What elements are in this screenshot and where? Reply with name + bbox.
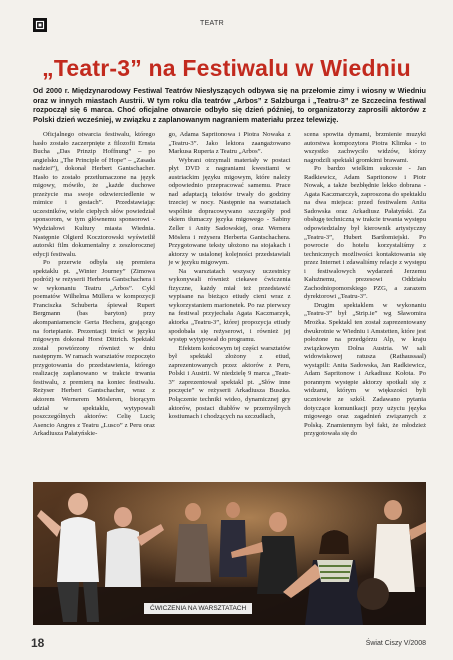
paragraph: Efektem końcowym tej części warsztatów był spektakl złożony z etiud, zaprezentowanych przez aktorów z Peru, Polski i Austrii. W niedzielę 9 marca „Teatr-3” zaprezentował spektakl pt. „Słów inne poczęcie” w reżyserii Arkadiusza Buszka. Połączenie techniki wideo, dynamicznej gry aktorów, postaci diabłów w przemyślnych kostiumach i chodzących na szczudłach,: [168, 344, 291, 421]
logo-glyph-icon: [35, 20, 45, 30]
paragraph: Oficjalnego otwarcia festiwalu, którego hasło zostało zaczerpnięte z filozofii Ernsta Bucha „Das Prinzip Hoffnung” – po angielsku „The Principle of Hope” – „Zasada nadziei”), dokonał Herbert Gantschacher. Hasło to zostało przetłumaczone na język migowy, mówiło, że „każde duchowe przeżycie ma swoje odzwierciedlenie w mimice i gestach”. Przedstawiając uczestników, wiele ciepłych słów powiedział sponsorom, w tym głównemu sponsorowi - Wydziałowi Kultury miasta Wiednia. Następnie Olgierd Kocztorowski wyświetlił autorski film dokumentalny z zeszłorocznej edycji festiwalu.: [33, 131, 155, 258]
article-lead: Od 2000 r. Międzynarodowy Festiwal Teatrów Niesłyszących odbywa się na przełomie zimy i wiosny w Wiedniu oraz w innych miastach Austrii. W tym roku dla teatrów „Arbos” z Salzburga i „Teatru-3” ze Szczecina festiwal rozpoczął się 6 marca. Choć oficjalne otwarcie odbyło się dzień później, to organizatorzy zaprosili aktorów z Polski dzień wcześniej, w związku z zaplanowanym nagraniem materiału przez telewizję.: [33, 86, 426, 124]
paragraph: Po przerwie odbyła się premiera spektaklu pt. „Winter Journey” (Zimowa podróż) w reżyserii Herberta Gantschachera i w wykonaniu Teatru „Arbos”. Cykl poematów Wilhelma Müllera w kompozycji Franciszka Schuberta śpiewał Rupert Bergmann (bas baryton) przy akompaniamencie Gerta Hechera, grającego na fortepianie. Prezentacji treści w języku migowym dokonał Horst Dittrich. Spektakl został powtórzony również w dniu następnym. W ramach warsztatów rozpoczęto przygotowania do przedstawienia, którego realizację zaplanowano w trakcie trwania festiwalu, z premierą na koniec festiwalu. Reżyser Herbert Gantschacher, wraz z aktorem Wernerem Mösleren, biorącym udział w spektaklu, wytypowali poszczególnych aktorów: Celię Luciç Asencio Angres z Teatru „Lusco” z Peru oraz Arkadiusza Pałatyńskie-: [33, 259, 155, 438]
paragraph: go, Adama Sapritonowa i Piotra Nowaka z „Teatru-3”. Jako lektora zaangażowano Markusa Ruperta z Teatru „Arbos”.: [168, 131, 291, 156]
column-1: [33, 131, 155, 479]
column-2: [169, 131, 291, 479]
paragraph: Na warsztatach wszyscy uczestnicy wykonywali również ciekawe ćwiczenia fizyczne, każdy miał też przedstawić wypisane na bieżąco etiudy cieni wraz z wykorzystaniem marionetek. Po raz pierwszy na festiwal przyjechała Agata Kaczmarzyk, aktorka „Teatru-3”, której propozycja etiudy spodobała się reżyserowi, i również jej występ wytypował do programu.: [168, 267, 291, 344]
paragraph: scena spowita dymami, brzmienie muzyki autorstwa kompozytora Piotra Klimka - to wszystko zachwyciło widzów, którzy nagrodzili spektakl gromkimi brawami.: [304, 131, 426, 164]
publication-issue: Świat Ciszy V/2008: [365, 640, 426, 647]
article-title: „Teatr-3” na Festiwalu w Wiedniu: [42, 55, 411, 81]
paragraph: Wybrani otrzymali materiały w postaci płyt DVD z nagraniami kwestiami w austriackim języku migowym, które należy odpowiednio przepracować samemu. Prace nad adaptacją tekstów trwały do godziny trzeciej w nocy. Następnie na warsztatach wspólnie dopracowywano szczegóły pod okiem tłumaczy języka migowego - Sabiny Zeller i Anity Sadowskiej, oraz Wernera Möslera i reżysera Herberta Gantschachera. Przygotowane teksty ułożono na stojakach i aktorzy w ustalonej kolejności przedstawiali je w języku migowym.: [168, 156, 291, 267]
column-3: [304, 131, 426, 479]
page-number: 18: [31, 636, 45, 650]
paragraph: Po bardzo wielkim sukcesie - Jan Radkiewicz, Adam Sapritonow i Piotr Nowak, a także bezbłędnie lekko dobrana - Agata Kaczmarczyk, zaproszona do spektaklu na dwa miejsca: przed festiwalem Anita Sadowska oraz Arkadiusz Pałatyński. Za obsługę techniczną w trakcie trwania występu odpowiedzialny był kierownik artystyczny „Teatru-3”, Hubert Bartłomiejski. Po powrocie do hotelu korzystaliśmy z technicznych możliwości kontaktowania się przez Internet i zdawaliśmy relacje z występu i festiwalowych wydarzeń Jerzemu Kałużnemu, prezesowi Oddziału Zachodniopomorskiego PZG, a zarazem dyrektorowi „Teatru-3”.: [304, 165, 426, 301]
paragraph: Drugim spektaklem w wykonaniu „Teatru-3” był „Strip.ie” wg Sławomira Mrożka. Spektakl ten został zaprezentowany dwukrotnie w Wiedniu i Amstetten, które jest położone na przedgórzu Alp, w kraju związkowym Dolna Austria. W sali widowiskowej ratusza (Rathaussaal) wystąpili: Anita Sadowska, Jan Radkiewicz, Adam Sapritonow i Arkadiusz Kołota. Po porannym występie aktorzy spotkali się z widzami, którym w większości byli uczniowie ze szkół. Zadawano pytania dotyczące komunikacji przy użyciu języka migowego oraz zagadnień związanych z Polską. Znamiennym był fakt, że młodzież przygotowała się do: [304, 301, 426, 438]
magazine-logo: [33, 18, 47, 32]
photo-caption: ĆWICZENIA NA WARSZTATACH: [144, 603, 252, 614]
article-body: [33, 131, 426, 479]
section-label: TEATR: [200, 20, 224, 27]
